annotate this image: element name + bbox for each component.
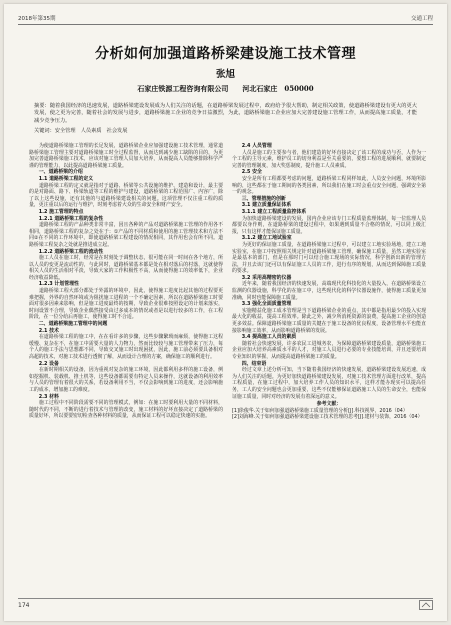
body-paragraph: 实施精益化施工成本管理是当下道路桥梁企业的重点，其中都是指用最少的投入实现最大化的收益，提高工程效率。除此之外，减少所消耗资源的浪费，提高施工企业的创造更多效益。保障道路桥梁施工质量的关键在于施工设备的优良程度，设备管理水平也能直接影响施工效率，从而影响道路桥梁的发展。 <box>232 307 426 334</box>
body-paragraph: 人员是施工的主要参与者，他们建造的好坏直接决定了该工程的成功与否，人作为一个工程的主导元素，维护员工的切身利益是至关重要的，要想工程的进展顺利，就要制定完善的管理制度，加大奖惩制度，提升施工人员素质。 <box>232 149 426 169</box>
section-heading: 四、结束语 <box>232 360 267 367</box>
section-heading: 2.5 安全 <box>232 169 262 176</box>
section-heading: 2.2 设备 <box>29 360 59 367</box>
section-heading: 三、管理措施的创新 <box>232 195 286 202</box>
section-heading: 2.3 材料 <box>29 393 59 400</box>
body-paragraph: 经过文章上述分析可知，当下随着我国经济的快速发展，道路桥梁建设发展迅速，成为人们关注的话题。为更好加快道路桥梁建设发展，对施工技术管理方面进行改革，提高工程质量，在施工过程中，加大培养工作人员的知识水平，这样才能办现实可以提高任务，工人的安全问题也会更加重要，这些不仅能够保证道路施工人员的生命安全，也能保证施工质量，同时对经济的发展有着深远的意义。 <box>232 367 426 400</box>
body-paragraph: 近年来，随着我国经济的快速发展，高端现代化科技化的大量投入，在道路桥梁设立监测的仪器设施，科学化的在施工中，这些现代化的科学仪器设施作，使得施工质量更加准确，同时也能保障施工质量。 <box>232 281 426 301</box>
body-paragraph: [1]徐俊华.关于如何加强道路桥梁施工质量管理的分析[J].科技视界，2016（04） <box>232 407 408 414</box>
references-heading: 参考文献： <box>316 401 342 408</box>
body-paragraph: [2]刘海峰.关于如何加强道路桥梁建设施工技术管理的思考[J].建材与装饰，2016（04） <box>232 414 423 421</box>
body-paragraph: 在新时期相关的设备，因为重视对复杂的施工环境，因此都利用多样的施工设备，例如挖掘机、装载机、推土机等，这些设备都需要有特定人员来操作，这就设备的利用效率与人员的管理有着很大的关系，若设备利用不当，不仅会影响到施工的进度，还会影响施工的成本，增加施工的难度。 <box>29 367 223 393</box>
body-paragraph: 随着社会快速发展，许多农民工进城务农，为保障道路桥梁建设质量，道路桥梁施工企业应加大培养高素质水平的人才，对施工人员进行必要的专业技能培训，并且还要培训专业知识的掌握，从而提高道路桥梁施工的质量。 <box>232 340 426 360</box>
running-header <box>18 14 433 25</box>
body-paragraph: 道路桥梁工程大部分都处于外露的环境中，因此，使得施工进度比起其他的过程要更难把握，外界的自然环境或为阻扰施工进程的一个不确定因素，所以在道路桥梁施工时要面对很多因素来影响，但是施工进度最终的按期，导致企业很难按照设定的计划来落实，时间设置不合理，导致企业偶然接受由过多成本的情况或者是以进行较多的工作，在工程阶段，在一位分给后再施工，使得施工时不合适。 <box>29 288 223 321</box>
article-author: 张旭 <box>215 69 235 80</box>
body-paragraph: 为使道路桥梁施工管理的长足发展，道路桥梁企业应加强建设施工技术管理，通常道路桥梁施工管理主要对道路桥梁施工时全过程监督，从而达到减少施工缺陷的目的，为更加完善道路桥梁施工技术，应该对施工管理人员加大培养，从而提高人员能够排除科学严谨的管理能力，以此提高道路桥梁施工质量。 <box>29 143 223 169</box>
article-title: 分析如何加强道路桥梁建设施工技术管理 <box>95 46 356 62</box>
body-paragraph: 安全是所有工程都要考虑的问题，道路桥梁工程同样如此，人员安全问题，环境所影响的，这些都在于施工期间的各类因素，所以我们在施工时会重点安全问题，强调安全第一的观念。 <box>232 175 426 196</box>
section-heading: 2.1 技术 <box>29 327 59 334</box>
body-paragraph: 施工人员在施工时，经常是在时刻处于调整状态，很可能在同一时间在各个地方，所以人员的变更是流动性的，与此同时，道路桥梁基本都是处在相对落后的村落，这就使得相关人员的生活相对平淡，导致大家的工作积极性不高，从而使得施工的效率低下，企业经济收益降低。 <box>29 255 223 281</box>
body-column-right <box>232 143 426 421</box>
footer-rule <box>18 598 433 599</box>
section-heading: 3.1.2 建立工地试验室 <box>232 235 292 242</box>
abstract: 摘要：随着我国经济的迅速发展，道路桥梁建设发展成为人们关注的话题，在道路桥梁发展过程中，政府给予很大帮助，制定相关政策，使道路桥梁建设有更大的更大发展，使之更为完善，随着社会的发展与进步，道路桥梁施工企业的竞争日益激烈，为此，道路桥梁施工企业应加大完善建设施工管理工作，从而提高施工质量，才能减少竞争压力。 <box>34 103 417 124</box>
section-heading: 3.1 建立质量保证体系 <box>232 202 292 209</box>
section-heading: 一、道路桥梁的介绍 <box>29 169 83 176</box>
issue-label: 2018年第35期 <box>18 16 56 22</box>
section-heading: 1.2 施工管理的特点 <box>29 208 84 215</box>
body-column-left <box>29 143 223 420</box>
section-heading: 3.2 采用高精密的仪器 <box>232 274 292 281</box>
section-heading: 3.4 提高施工人员的素质 <box>232 334 297 341</box>
section-heading: 1.2.3 计划管理性 <box>29 281 79 288</box>
section-label: 交通工程 <box>410 16 433 22</box>
body-paragraph: 为加快道路桥梁建设的发展，国内企业应该专门工程质量监理体制，每一位监理人员都要以身作则，在道路桥梁的建设过程中，如果遇到质量不合格的情况，可以同上级汇报，只有这样才能保证施工质量。 <box>232 215 426 235</box>
body-paragraph: 道路桥梁工程的产品种类非常丰富，因且各种的产品对道路桥梁施工管理的作用各不相同，道路桥梁工程的复杂之处在于：①产品的不同材质和使用的施工管理技术和方法不同②在不同的工作环境中，即使道路桥梁工程建设的情况相同，其作用也会有所不同。道路桥梁工程复杂之处就是推进成立起。 <box>29 222 223 248</box>
journal-page <box>4 4 447 621</box>
body-paragraph: 道路桥梁工程的定义就是指对于道路、桥梁等公共设施的维护、建造和设计，最主要的是对路面、路下、桥梁轨道等工程的维护与建设，道路桥梁的工程范围广、内容广，除了以上这些设施，还有其他的与道路桥梁建设相关的问题。这项管理不仅注重工程的质量，更注重以后的运行与维护，时刻考虑着大众的生命安全和财产安全。 <box>29 182 223 209</box>
section-heading: 3.3 强化全面质量管理 <box>232 301 292 308</box>
keywords: 关键词：安全管理 人员素质 社会发展 <box>34 128 128 134</box>
section-heading: 1.2.1 道路桥梁工程的复杂性 <box>29 215 104 222</box>
author-affiliation: 石家庄铁源工程咨询有限公司 河北石家庄 050000 <box>137 84 314 93</box>
section-heading: 3.1.1 建立工程质量监控体系 <box>232 208 307 215</box>
page-number: 174 <box>18 602 30 609</box>
section-heading: 1.1 道路桥梁工程的定义 <box>29 175 94 182</box>
body-paragraph: 为更好的保证施工质量，在道路桥梁施工过程中，可以建立工地实验场地，建立工地实验室，在施工中按照相关规定针对道路桥梁施工管理，确保施工质量，虽然工地实验室是最基本的部门，但是在那时门可以结合施工现场的实际情况，科学创新出新的管理方法，并且去该门还可以有保证施工人员的工作，进行有序的规划，从而达到保障施工质量的要求。 <box>232 241 426 275</box>
section-heading: 二、道路桥梁施工管理中的问题 <box>29 321 108 328</box>
body-paragraph: 施工过程中不同阶段需要不同的管理模式，例如：在施工时要利用大量的不同材料，随时代的不同，不断的进行着技术与管理的改变，施工材料的好坏直接决定了道路桥梁的质量好坏，所以要要密切检查各种材料的质量，从而保证工程可以稳定快速的实施。 <box>29 400 223 420</box>
section-heading: 2.4 人员管理 <box>232 143 272 149</box>
section-heading: 1.2.2 道路桥梁工程的流动性 <box>29 248 104 255</box>
publisher-logo-icon <box>419 600 433 610</box>
body-paragraph: 在道路桥梁工程的施工中，在在看许多的步骤，这些步骤繁琐而麻烦，使得施工这程缓慢、复杂在不，在施工中需要大量的人力物力，然而比较较与施工管理带来了压力，每个人的施工手法与思想都不同，导致交叉施工时出现困扰，因此，施工前必须要具备相对高超的技术，对施工技术进行透彻了解，从而设计合理的方案，确保施工的顺利进行。 <box>29 334 223 360</box>
